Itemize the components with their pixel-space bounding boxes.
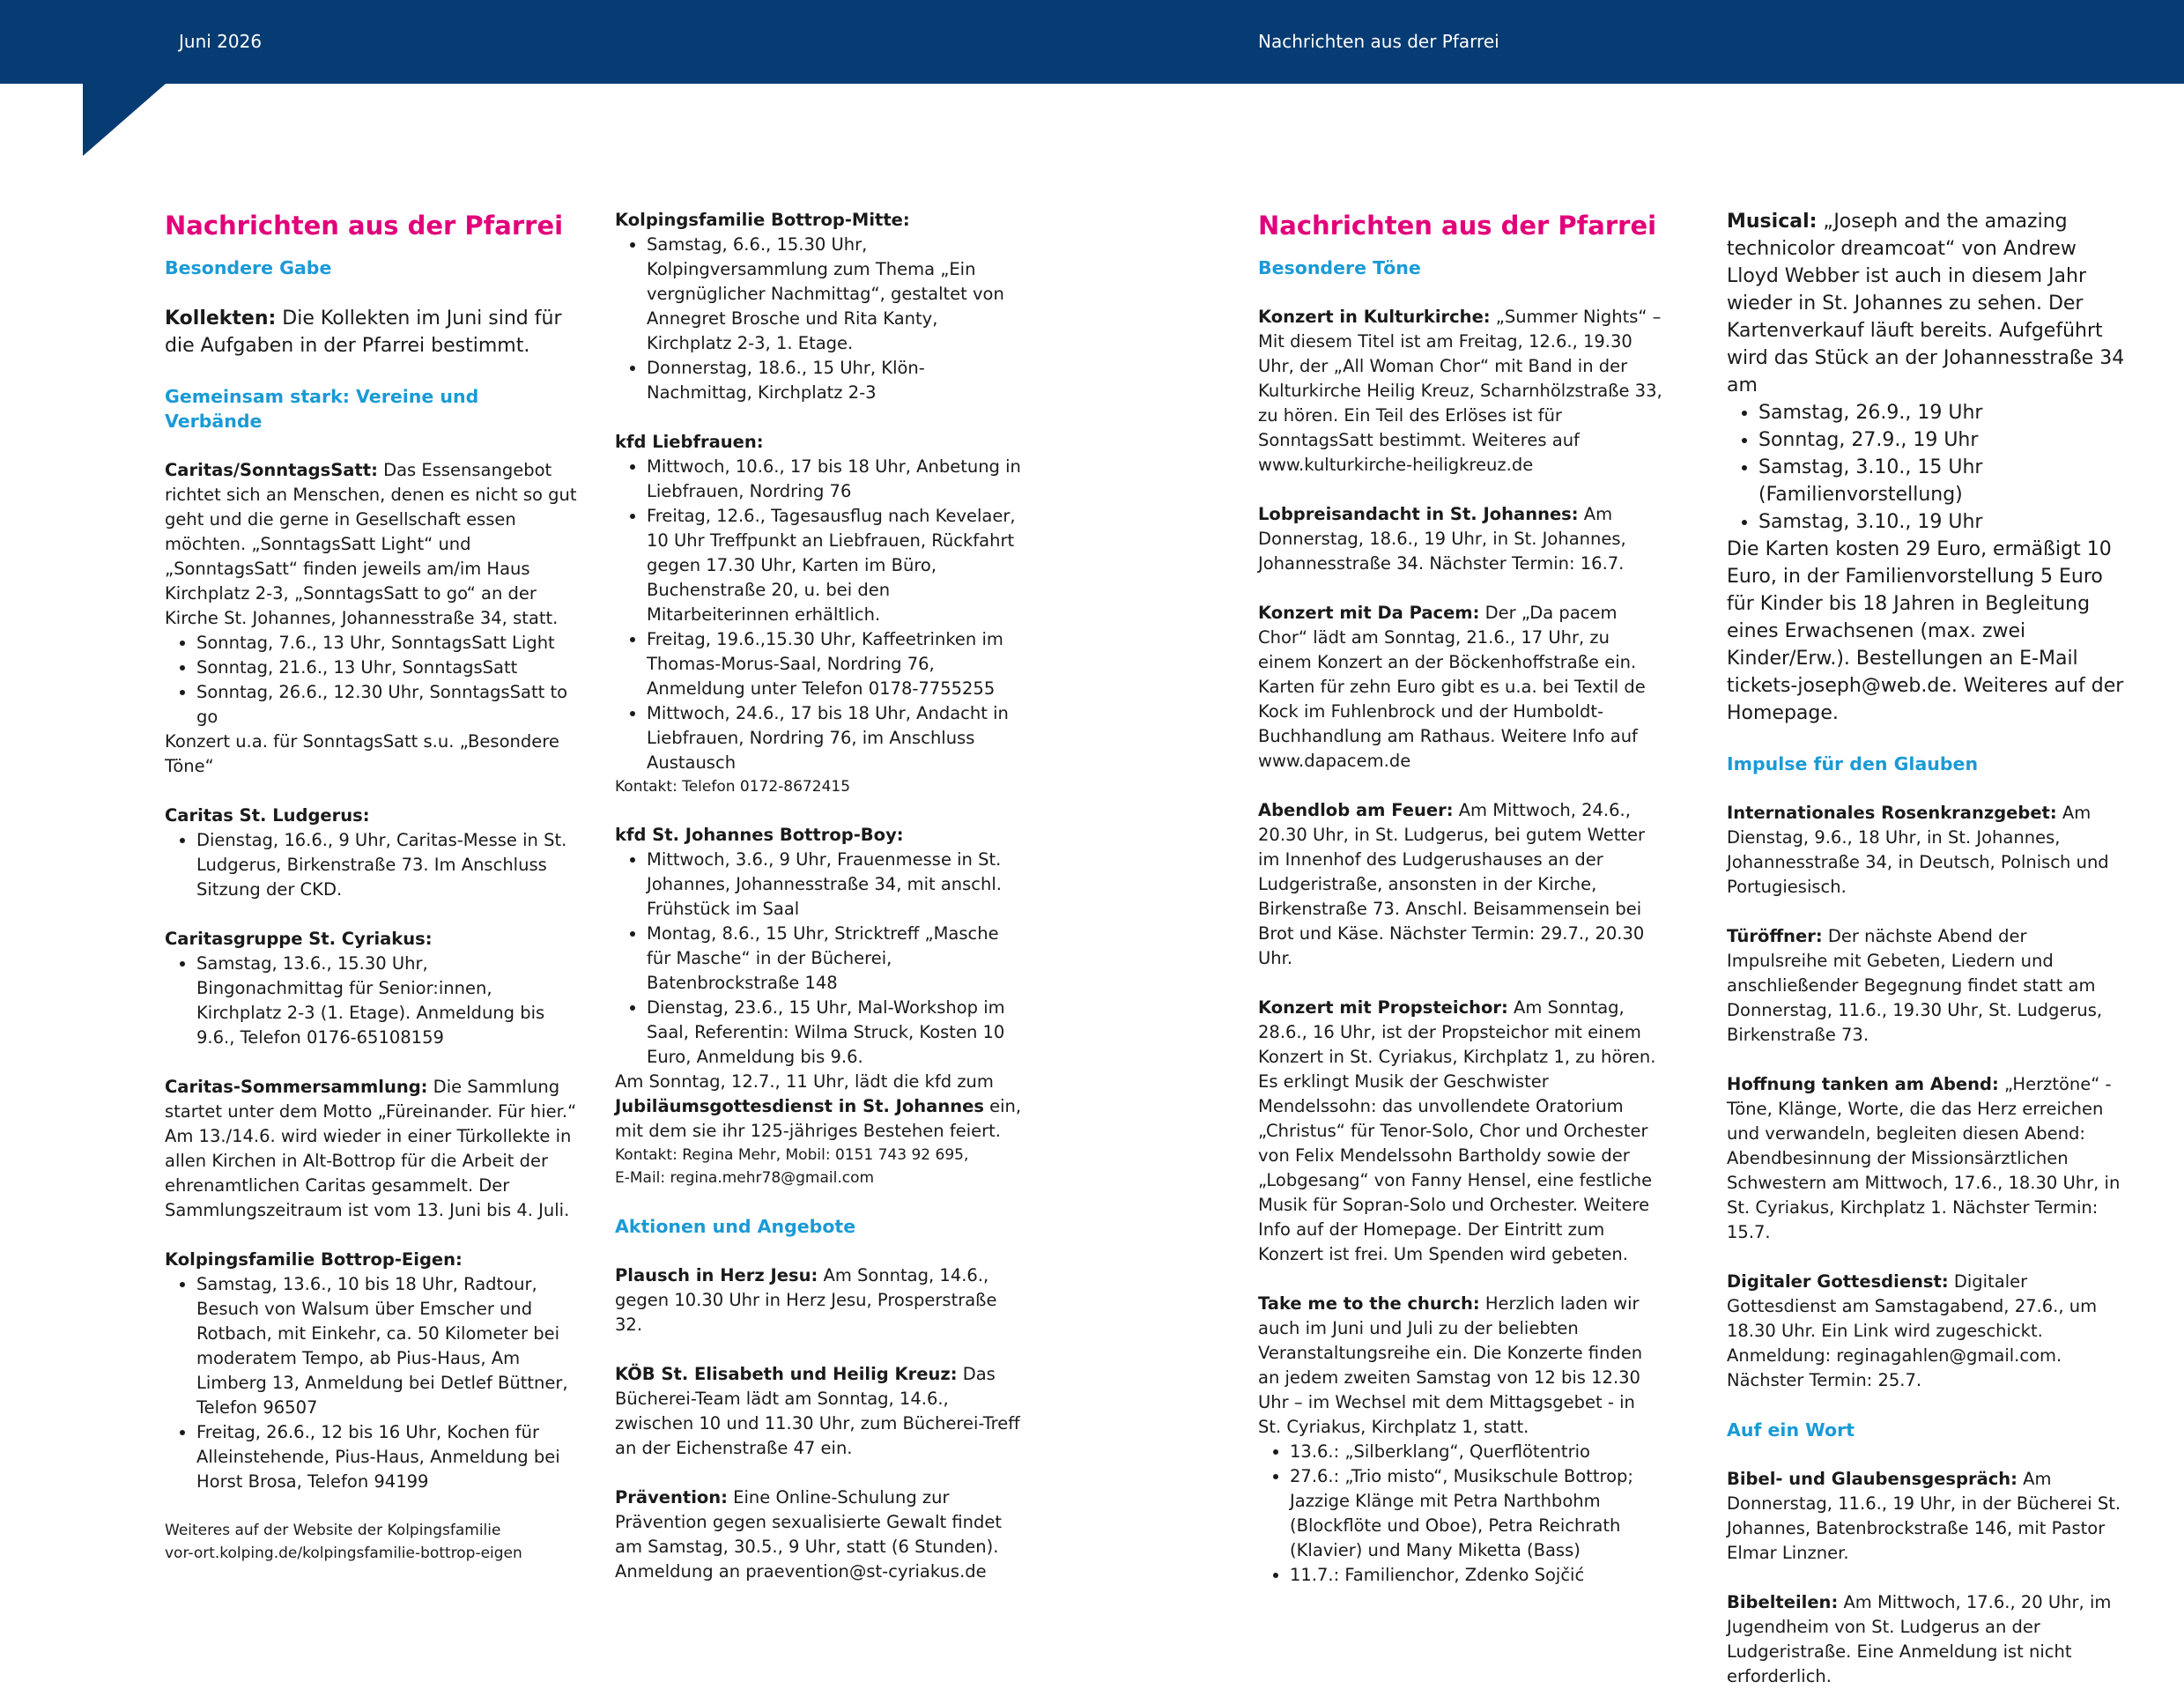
hoffnung-tanken [1727,1072,2132,1245]
item-text: „Herztöne“ - Töne, Klänge, Worte, die das Herz erreichen und verwandeln, begleiten diesen Abend: Abendbesinnung der Missionsärztlichen Schwestern am Mittwoch, 17.6., 18.30 Uhr, in St. Cyriakus, Kirchplatz 1. Nächster Termin: 15.7. [1727,1074,2121,1242]
list-item: • Samstag, 3.10., 15 Uhr (Familienvorstellung) [1758,454,2132,508]
item-text: Am Dienstag, 9.6., 18 Uhr, in St. Johannes, Johannesstraße 34, in Deutsch, Polnisch und Portugiesisch. [1727,803,2109,897]
item-text: Herzlich laden wir auch im Juni und Juli zu der beliebten Veranstaltungsreihe ein. Die Konzerte finden an jedem zweiten Samstag von 12 bis 12.30 Uhr – im Wechsel mit dem Mittagsgebet - in St. Cyriakus, Kirchplatz 1, statt. [1258,1293,1643,1437]
item-label: Konzert mit Propsteichor: [1258,997,1508,1018]
list-item: • 13.6.: „Silberklang“, Querflötentrio [1290,1440,1663,1464]
kfd-liebfrauen [615,430,1027,798]
item-label: Digitaler Gottesdienst: [1727,1271,1949,1292]
item-label: kfd St. Johannes Bottrop-Boy: [615,825,904,845]
konzert-da-pacem [1258,601,1663,774]
caritas-sonntagssatt [165,458,579,779]
item-label: KÖB St. Elisabeth und Heilig Kreuz: [615,1364,958,1384]
list-item: • Samstag, 6.6., 15.30 Uhr, Kolpingversammlung zum Thema „Ein vergnüglicher Nachmittag“, gestaltet von Annegret Brosche und Rita Kanty, Kirchplatz 2-3, 1. Etage. [647,233,1027,356]
item-text: „Summer Nights“ – Mit diesem Titel ist am Freitag, 12.6., 19.30 Uhr, der „All Woman Chor“ mit Band in der Kulturkirche Heilig Kreuz, Scharnhölzstraße 33, zu hören. Ein Teil des Erlöses ist für SonntagsSatt bestimmt. Weiteres auf www.kulturkirche-heiligkreuz.de [1258,307,1662,475]
item-text: Am Donnerstag, 18.6., 19 Uhr, in St. Johannes, Johannesstraße 34. Nächster Termin: 16.7. [1258,504,1626,574]
musical-joseph [1727,208,2132,727]
item-text: Eine Online-Schulung zur Prävention gegen sexualisierte Gewalt findet am Samstag, 30.5., 9 Uhr, statt (6 Stunden). Anmeldung an praevention@st-cyriakus.de [615,1487,1002,1582]
item-text: Am Mittwoch, 17.6., 20 Uhr, im Jugendheim von St. Ludgerus an der Ludgeristraße. Eine Anmeldung ist nicht erforderlich. [1727,1592,2112,1686]
date-list [165,828,579,902]
item-label: Kolpingsfamilie Bottrop-Eigen: [165,1249,463,1270]
list-item: • Dienstag, 16.6., 9 Uhr, Caritas-Messe in St. Ludgerus, Birkenstraße 73. Im Anschluss Sitzung der CKD. [196,828,579,902]
kolping-website-note: Weiteres auf der Website der Kolpingsfamilie [165,1522,501,1539]
date-list [165,952,579,1050]
section-heading: Gemeinsam stark: Vereine und Verbände [165,386,479,432]
item-label: Prävention: [615,1487,728,1508]
date-list [615,233,1027,405]
date-list [615,848,1027,1070]
section-heading: Impulse für den Glauben [1727,753,1979,774]
list-item: • Mittwoch, 3.6., 9 Uhr, Frauenmesse in St. Johannes, Johannesstraße 34, mit anschl. Frühstück im Saal [647,848,1027,922]
bibel-gespraech [1727,1467,2132,1566]
item-text: Am Sonntag, 28.6., 16 Uhr, ist der Propsteichor mit einem Konzert in St. Cyriakus, Kirchplatz 1, zu hören. Es erklingt Musik der Geschwister Mendelssohn: das unvollendete Oratorium „Christus“ für Tenor-Solo, Chor und Orchester von Felix Mendelssohn Bartholdy sowie der „Lobgesang“ von Fanny Hensel, eine festliche Musik für Sopran-Solo und Orchester. Weitere Info auf der Homepage. Der Eintritt zum Konzert ist frei. Um Spenden wird gebeten. [1258,997,1656,1264]
kolping-mitte [615,208,1027,405]
date-list [165,1272,579,1494]
item-text: Am Sonntag, 12.7., 11 Uhr, lädt die kfd zum [615,1071,994,1092]
plausch-herz-jesu [615,1263,1027,1337]
section-heading: Besondere Gabe [165,257,332,278]
column-2 [615,208,1027,1584]
header-title: Nachrichten aus der Pfarrei [1258,31,1499,52]
item-label: Konzert in Kulturkirche: [1258,307,1491,327]
item-text: Am Mittwoch, 24.6., 20.30 Uhr, in St. Ludgerus, bei gutem Wetter im Innenhof des Ludgerushauses an der Ludgeristraße, ansonsten in der Kirche, Birkenstraße 73. Anschl. Beisammensein bei Brot und Käse. Nächster Termin: 29.7., 20.30 Uhr. [1258,800,1646,968]
caritas-ludgerus [165,804,579,902]
kollekten-notice [165,305,579,359]
column-3 [1258,208,1663,1588]
praevention [615,1485,1027,1584]
bibelteilen [1727,1590,2132,1689]
item-label: Kolpingsfamilie Bottrop-Mitte: [615,210,910,230]
list-item: • Samstag, 26.9., 19 Uhr [1758,399,2132,426]
item-label: Türöffner: [1727,926,1823,946]
contact-email: E-Mail: regina.mehr78@gmail.com [615,1169,875,1187]
list-item: • Sonntag, 26.6., 12.30 Uhr, SonntagsSatt to go [196,680,579,730]
list-item: • Samstag, 13.6., 15.30 Uhr, Bingonachmittag für Senior:innen, Kirchplatz 2-3 (1. Etage). Anmeldung bis 9.6., Telefon 0176-65108159 [196,952,579,1050]
item-label: Lobpreisandacht in St. Johannes: [1258,504,1579,524]
konzert-propsteichor [1258,996,1663,1267]
list-item: • Sonntag, 27.9., 19 Uhr [1758,426,2132,454]
list-item: • Donnerstag, 18.6., 15 Uhr, Klön-Nachmittag, Kirchplatz 2-3 [647,356,1027,405]
konzert-kulturkirche [1258,305,1663,478]
section-heading: Besondere Töne [1258,257,1421,278]
list-item: • Mittwoch, 24.6., 17 bis 18 Uhr, Andacht in Liebfrauen, Nordring 76, im Anschluss Austausch [647,701,1027,775]
kolping-eigen [165,1248,579,1565]
item-label: Take me to the church: [1258,1293,1480,1314]
header-tab-decoration [83,84,166,156]
item-label: Bibel- und Glaubensgespräch: [1727,1469,2017,1489]
abendlob-feuer [1258,798,1663,971]
date-list [165,631,579,730]
item-text: Konzert u.a. für SonntagsSatt s.u. „Besondere Töne“ [165,731,559,776]
list-item: • Samstag, 13.6., 10 bis 18 Uhr, Radtour, Besuch von Walsum über Emscher und Rotbach, mit Einkehr, ca. 50 Kilometer bei moderatem Tempo, ab Pius-Haus, Am Limberg 13, Anmeldung bei Detlef Büttner, Telefon 96507 [196,1272,579,1420]
list-item: • Freitag, 19.6.,15.30 Uhr, Kaffeetrinken im Thomas-Morus-Saal, Nordring 76, Anmeldung unter Telefon 0178-7755255 [647,627,1027,701]
item-highlight: Jubiläumsgottesdienst in St. Johannes [615,1096,984,1116]
item-text: Die Karten kosten 29 Euro, ermäßigt 10 Euro, in der Familienvorstellung 5 Euro für Kinder bis 18 Jahren in Begleitung eines Erwachsenen (max. zwei Kinder/Erw.). Bestellungen an E-Mail tickets-joseph@web.de. Weiteres auf der Homepage. [1727,538,2124,724]
caritas-sommersammlung [165,1075,579,1223]
column-1 [165,208,579,1565]
list-item: • Sonntag, 21.6., 13 Uhr, SonntagsSatt [196,656,579,680]
list-item: • Freitag, 26.6., 12 bis 16 Uhr, Kochen für Alleinstehende, Pius-Haus, Anmeldung bei Horst Brosa, Telefon 94199 [196,1420,579,1494]
date-list [1258,1440,1663,1588]
digitaler-gottesdienst [1727,1270,2132,1393]
item-text: Das Bücherei-Team lädt am Sonntag, 14.6., zwischen 10 und 11.30 Uhr, zum Bücherei-Treff an der Eichenstraße 47 ein. [615,1364,1020,1458]
date-list [1727,399,2132,536]
section-heading: Aktionen und Angebote [615,1216,856,1237]
caritasgruppe-cyriakus [165,927,579,1050]
item-text: Die Sammlung startet unter dem Motto „Füreinander. Für hier.“ Am 13./14.6. wird wieder in einer Türkollekte in allen Kirchen in Alt-Bottrop für die Arbeit der ehrenamtlichen Caritas gesammelt. Der Sammlungszeitraum ist vom 13. Juni bis 4. Juli. [165,1077,577,1220]
item-label: Caritas/SonntagsSatt: [165,460,378,480]
list-item: • Sonntag, 7.6., 13 Uhr, SonntagsSatt Light [196,631,579,656]
kfd-johannes [615,823,1027,1189]
item-text: Am Donnerstag, 11.6., 19 Uhr, in der Bücherei St. Johannes, Batenbrockstraße 146, mit Pastor Elmar Linzner. [1727,1469,2121,1563]
header-date: Juni 2026 [179,31,263,52]
item-text: Der „Da pacem Chor“ lädt am Sonntag, 21.6., 17 Uhr, zu einem Konzert an der Böckenhoffstraße ein. Karten für zehn Euro gibt es u.a. bei Textil de Kock im Fuhlenbrock und der Humboldt-Buchhandlung am Rathaus. Weitere Info auf www.dapacem.de [1258,603,1646,771]
section-heading: Auf ein Wort [1727,1419,1855,1441]
list-item: • Samstag, 3.10., 19 Uhr [1758,508,2132,536]
contact-line: Kontakt: Telefon 0172-8672415 [615,778,851,796]
item-label: Caritas St. Ludgerus: [165,805,370,826]
item-text: Am Sonntag, 14.6., gegen 10.30 Uhr in Herz Jesu, Prosperstraße 32. [615,1265,997,1335]
item-text: Digitaler Gottesdienst am Samstagabend, 27.6., um 18.30 Uhr. Ein Link wird zugeschickt. Anmeldung: reginagahlen@gmail.com. Nächster Termin: 25.7. [1727,1271,2098,1390]
list-item: • Mittwoch, 10.6., 17 bis 18 Uhr, Anbetung in Liebfrauen, Nordring 76 [647,455,1027,504]
header-bar [0,0,2184,84]
item-label: Caritas-Sommersammlung: [165,1077,428,1097]
column-4 [1727,208,2132,1689]
lobpreisandacht [1258,502,1663,576]
list-item: • Montag, 8.6., 15 Uhr, Stricktreff „Masche für Masche“ in der Bücherei, Batenbrockstraße 148 [647,922,1027,996]
list-item: • Freitag, 12.6., Tagesausflug nach Kevelaer, 10 Uhr Treffpunkt an Liebfrauen, Rückfahrt gegen 17.30 Uhr, Karten im Büro, Buchenstraße 20, u. bei den Mitarbeiterinnen erhältlich. [647,504,1027,627]
page-heading: Nachrichten aus der Pfarrei [1258,211,1657,241]
item-text: ein, mit dem sie ihr 125-jähriges Bestehen feiert. [615,1096,1022,1141]
list-item: • Dienstag, 23.6., 15 Uhr, Mal-Workshop im Saal, Referentin: Wilma Struck, Kosten 10 Euro, Anmeldung bis 9.6. [647,996,1027,1070]
item-text: Der nächste Abend der Impulsreihe mit Gebeten, Liedern und anschließender Begegnung findet statt am Donnerstag, 11.6., 19.30 Uhr, St. Ludgerus, Birkenstraße 73. [1727,926,2103,1045]
page-heading: Nachrichten aus der Pfarrei [165,211,564,241]
item-label: Plausch in Herz Jesu: [615,1265,818,1285]
item-text: Das Essensangebot richtet sich an Menschen, denen es nicht so gut geht und die gerne in Gesellschaft essen möchten. „SonntagsSatt Light“ und „SonntagsSatt“ finden jeweils am/im Haus Kirchplatz 2-3, „SonntagsSatt to go“ an der Kirche St. Johannes, Johannesstraße 34, statt. [165,460,577,628]
item-label: Bibelteilen: [1727,1592,1839,1612]
item-label: Caritasgruppe St. Cyriakus: [165,929,433,949]
list-item: • 11.7.: Familienchor, Zdenko Sojčić [1290,1563,1663,1588]
item-label: Abendlob am Feuer: [1258,800,1454,820]
item-text: „Joseph and the amazing technicolor dreamcoat“ von Andrew Lloyd Webber ist auch in diesem Jahr wieder in St. Johannes zu sehen. Der Kartenverkauf läuft bereits. Aufgeführt wird das Stück an der Johannesstraße 34 am [1727,211,2125,396]
item-label: kfd Liebfrauen: [615,432,764,452]
koeb-buecherei [615,1362,1027,1461]
kolping-website-url: vor-ort.kolping.de/kolpingsfamilie-bottrop-eigen [165,1545,522,1562]
item-label: Konzert mit Da Pacem: [1258,603,1480,623]
item-label: Musical: [1727,211,1818,233]
date-list [615,455,1027,775]
item-label: Hoffnung tanken am Abend: [1727,1074,1999,1094]
tueroeffner [1727,924,2132,1048]
item-text: Die Kollekten im Juni sind für die Aufgaben in der Pfarrei bestimmt. [165,307,562,357]
item-label: Internationales Rosenkranzgebet: [1727,803,2057,823]
rosenkranzgebet [1727,801,2132,900]
item-label: Kollekten: [165,307,277,330]
list-item: • 27.6.: „Trio misto“, Musikschule Bottrop; Jazzige Klänge mit Petra Narthbohm (Blockflöte und Oboe), Petra Reichrath (Klavier) und Many Miketta (Bass) [1290,1464,1663,1563]
take-me-to-the-church [1258,1292,1663,1588]
contact-line: Kontakt: Regina Mehr, Mobil: 0151 743 92 695, [615,1146,969,1164]
